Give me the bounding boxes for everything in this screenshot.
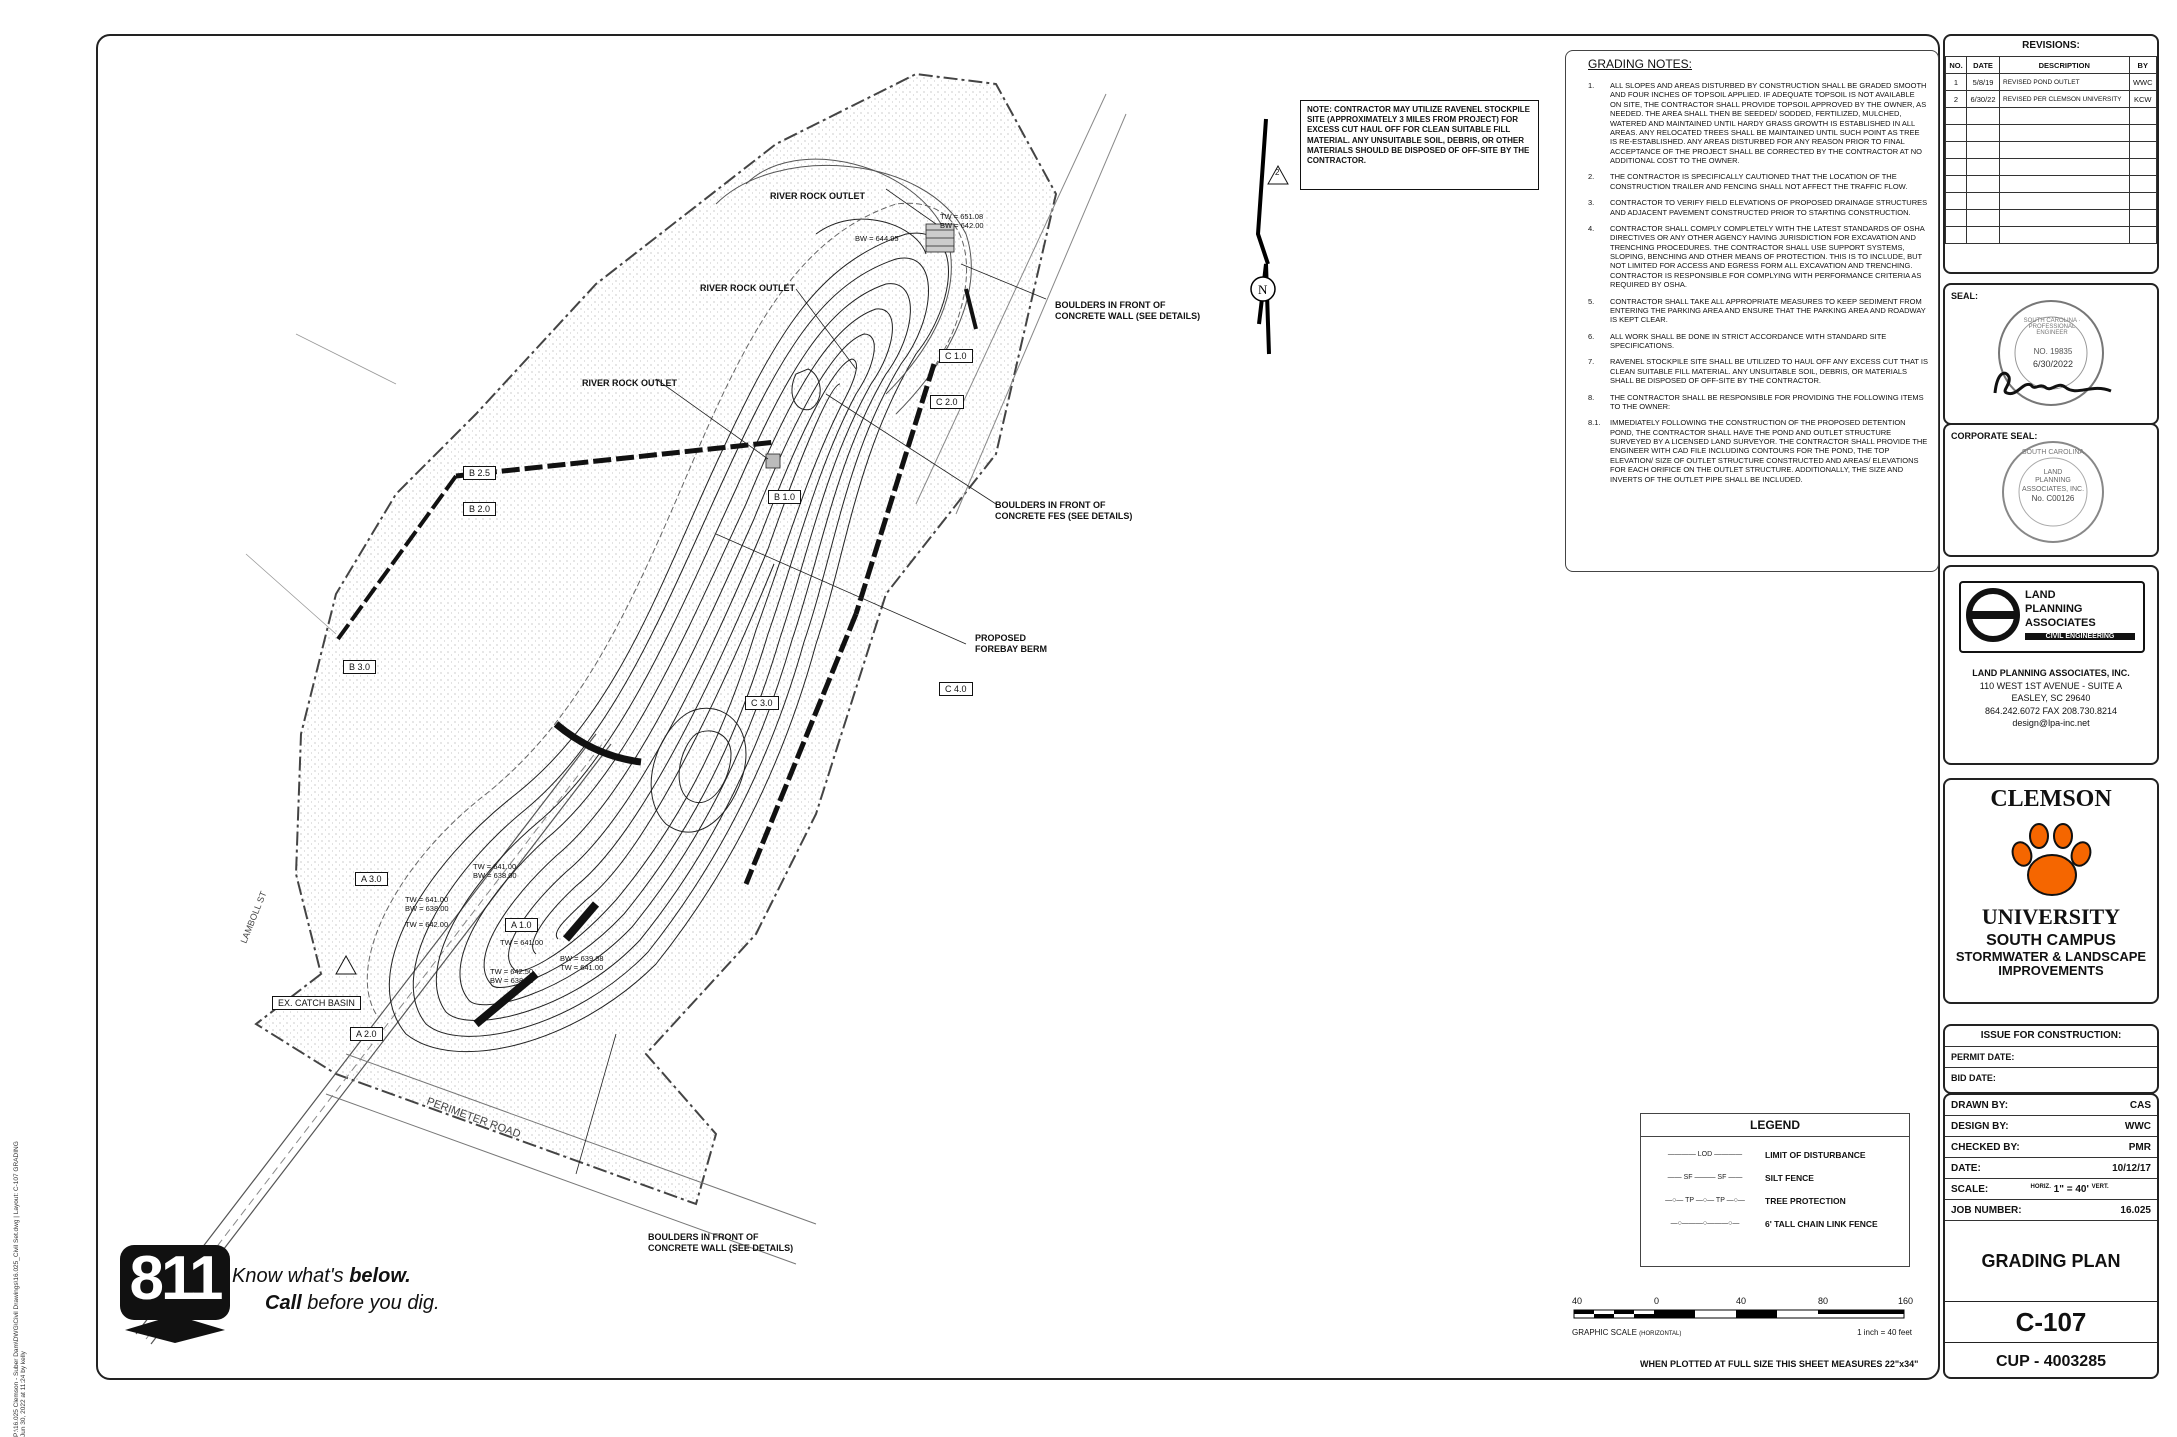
revision-row-blank: [1946, 142, 2157, 159]
callout-ex-catch-basin: EX. CATCH BASIN: [272, 996, 361, 1010]
legend-rows: [1641, 1137, 1909, 1241]
sheet-title: GRADING PLAN: [1945, 1221, 2157, 1302]
job-number-row: JOB NUMBER: 16.025: [1945, 1200, 2157, 1221]
tag-b20: B 2.0: [463, 502, 496, 516]
legend-row: [1645, 1143, 1905, 1166]
seal-date: 6/30/2022: [2032, 359, 2074, 369]
scale-tick-label: 0: [1654, 1296, 1660, 1306]
drawn-by-row: DRAWN BY: CAS: [1945, 1095, 2157, 1116]
project-line-3: IMPROVEMENTS: [1998, 963, 2104, 979]
revision-row-blank: [1946, 227, 2157, 244]
legend: [1640, 1113, 1910, 1267]
revision-row-blank: [1946, 176, 2157, 193]
logo-line3: ASSOCIATES: [2025, 616, 2096, 629]
tag-c20: C 2.0: [930, 395, 964, 409]
scale-caption: GRAPHIC SCALE (HORIZONTAL): [1572, 1328, 1682, 1337]
revisions-header: DATE: [1966, 57, 1999, 74]
grading-note: [1588, 198, 1928, 217]
revision-row-blank: [1946, 159, 2157, 176]
callout-river-rock-outlet-2: RIVER ROCK OUTLET: [700, 283, 796, 293]
tag-b30: B 3.0: [343, 660, 376, 674]
firm-block: [1943, 565, 2159, 765]
callout-forebay-berm: PROPOSED FOREBAY BERM: [975, 633, 1048, 654]
revisions-block: [1943, 34, 2159, 274]
issue-title: ISSUE FOR CONSTRUCTION:: [1945, 1026, 2157, 1047]
grading-note: [1588, 297, 1928, 325]
corporate-seal-text: LAND PLANNING ASSOCIATES, INC. No. C00126: [2021, 469, 2085, 504]
permit-number: CUP - 4003285: [1996, 1353, 2106, 1370]
grading-note-number: 2.: [1588, 172, 1595, 182]
checked-by-row: CHECKED BY: PMR: [1945, 1137, 2157, 1158]
grading-note-number: 7.: [1588, 357, 1595, 367]
grading-note-text: ALL WORK SHALL BE DONE IN STRICT ACCORDANCE WITH STANDARD SITE SPECIFICATIONS.: [1610, 331, 1887, 350]
legend-row: [1645, 1189, 1905, 1212]
client-block: [1943, 778, 2159, 1004]
revisions-header: BY: [2129, 57, 2156, 74]
scale-tick-label: 40: [1736, 1296, 1747, 1306]
project-line-1: SOUTH CAMPUS: [1986, 932, 2116, 949]
grading-note-text: RAVENEL STOCKPILE SITE SHALL BE UTILIZED TO HAUL OFF ANY EXCESS CUT THAT IS CLEAN SUITABLE FILL MATERIAL. ANY UNSUITABLE SOIL, DEBRIS, OR MATERIALS SHALL BE DISPOSED OF OFF-SITE BY THE CONTRACTOR.: [1610, 357, 1929, 386]
north-arrow-graphic: [1251, 119, 1275, 354]
legend-row: [1645, 1212, 1905, 1235]
seal-block: [1943, 283, 2159, 425]
revisions-header: DESCRIPTION: [2000, 57, 2130, 74]
legend-symbol: —○— TP —○— TP —○—: [1665, 1197, 1745, 1204]
legend-title: LEGEND: [1641, 1114, 1909, 1137]
grading-note: [1588, 81, 1928, 165]
call-811-logo: [115, 1235, 455, 1355]
legend-label: 6' TALL CHAIN LINK FENCE: [1765, 1218, 1878, 1229]
scale-ratio: 1 inch = 40 feet: [1857, 1328, 1912, 1337]
firm-phone: 864.242.6072 FAX 208.730.8214: [1984, 705, 2118, 716]
north-arrow-label: N: [1258, 282, 1268, 297]
revision-cell: 6/30/22: [1966, 91, 1999, 108]
perimeter-road-label: PERIMETER ROAD: [424, 1095, 523, 1141]
contractor-note: NOTE: CONTRACTOR MAY UTILIZE RAVENEL STOCKPILE SITE (APPROXIMATELY 3 MILES FROM PROJECT) FOR EXCESS CUT HAUL OFF FOR CLEAN SUITABLE FILL MATERIAL. ANY UNSUITABLE SOIL, DEBRIS, OR OTHER MATERIALS SHOULD BE DISPOSED OF OFF-SITE BY THE CONTRACTOR.: [1300, 100, 1539, 190]
corporate-seal-ring: SOUTH CAROLINA: [2021, 449, 2085, 456]
811-number: 811: [129, 1244, 221, 1313]
grading-note-number: 3.: [1588, 198, 1595, 208]
elev-left-3: TW = 642.00: [405, 920, 449, 929]
scale-bar-graphic: [1572, 1309, 1907, 1321]
elev-mid: TW = 641.00: [500, 938, 544, 947]
legend-label: SILT FENCE: [1765, 1172, 1814, 1183]
grading-note-text: THE CONTRACTOR IS SPECIFICALLY CAUTIONED THAT THE LOCATION OF THE CONSTRUCTION TRAILER AND FENCING SHALL NOT AFFECT THE TRAFFIC FLOW.: [1610, 172, 1908, 191]
lpa-logo-icon: [1965, 587, 2021, 643]
legend-symbol: ———— LOD ————: [1667, 1151, 1743, 1158]
revision-row: [1946, 74, 2157, 91]
grading-notes: [1565, 50, 1939, 572]
callout-boulders-wall-top: BOULDERS IN FRONT OF CONCRETE WALL (SEE DETAILS): [1055, 300, 1201, 321]
title-info-block: [1943, 1093, 2159, 1379]
firm-address-2: EASLEY, SC 29640: [2011, 693, 2091, 704]
grading-note-number: 8.1.: [1588, 418, 1601, 428]
811-line2: Call before you dig.: [265, 1292, 440, 1314]
corporate-seal-block: [1943, 423, 2159, 557]
seal-number: NO. 19835: [2033, 347, 2073, 356]
legend-symbol: —— SF ——— SF ——: [1667, 1174, 1743, 1181]
revision-cell: 5/8/19: [1966, 74, 1999, 91]
logo-line1: LAND: [2025, 589, 2056, 601]
bid-date: BID DATE:: [1951, 1073, 1996, 1083]
revisions-title: REVISIONS:: [2022, 40, 2080, 51]
legend-label: TREE PROTECTION: [1765, 1195, 1846, 1206]
client-name-top: CLEMSON: [1990, 786, 2112, 812]
grading-note-text: IMMEDIATELY FOLLOWING THE CONSTRUCTION OF THE PROPOSED DETENTION POND, THE CONTRACTOR SHALL HAVE THE POND AND OUTLET STRUCTURE SURVEYED BY A LICENSED LAND SURVEYOR. THE CONTRACTOR SHALL PROVIDE THE ENGINEER WITH CAD FILE INCLUDING CONTOURS FOR THE POND, THE TOP ELEVATION/ SIZE OF OUTLET STRUCTURE CONSTRUCTED AND AREAS/ ELEVATIONS FOR EACH ORIFICE ON THE OUTLET STRUCTURE. ADDITIONALLY, THE SIZE AND INVERTS OF THE OUTLET PIPE SHALL BE INCLUDED.: [1610, 418, 1928, 484]
grading-note-text: CONTRACTOR SHALL TAKE ALL APPROPRIATE MEASURES TO KEEP SEDIMENT FROM ENTERING THE PARKING AREA AND ENSURE THAT THE PARKING AREA AND ROADWAY IS KEPT CLEAR.: [1610, 296, 1926, 325]
elev-top-2: BW = 644.95: [855, 234, 899, 243]
grading-note: [1588, 357, 1928, 385]
grading-note: [1588, 224, 1928, 290]
tag-c40: C 4.0: [939, 682, 973, 696]
elev-right: BW = 639.88 TW = 641.00: [560, 954, 604, 973]
revision-row-blank: [1946, 125, 2157, 142]
legend-row: [1645, 1166, 1905, 1189]
scale-ticks: [1572, 1296, 1912, 1308]
site-plan: [96, 34, 1556, 1376]
elev-bottom: TW = 642.50 BW = 638.00: [490, 967, 534, 986]
grading-note-number: 6.: [1588, 331, 1595, 341]
firm-email: design@lpa-inc.net: [2012, 718, 2090, 729]
grading-note: [1588, 418, 1928, 484]
tiger-paw-icon: [2007, 820, 2097, 904]
grading-note-number: 1.: [1588, 81, 1595, 90]
revision-row-blank: [1946, 108, 2157, 125]
issue-block: [1943, 1024, 2159, 1094]
elev-top: TW = 651.08 BW = 642.00: [940, 212, 984, 231]
811-line1: Know what's below.: [232, 1265, 411, 1287]
tag-b25: B 2.5: [463, 466, 496, 480]
corporate-seal-label: CORPORATE SEAL:: [1951, 431, 2038, 441]
grading-note-number: 4.: [1588, 223, 1595, 233]
scale-tick-label: 160: [1898, 1296, 1914, 1306]
signature-icon: [1987, 363, 2117, 403]
design-by-row: DESIGN BY: WWC: [1945, 1116, 2157, 1137]
tag-c30: C 3.0: [745, 696, 779, 710]
grading-note-number: 8.: [1588, 392, 1595, 402]
grading-note: [1588, 393, 1928, 412]
graphic-scale: [1572, 1296, 1912, 1346]
grading-note-text: THE CONTRACTOR SHALL BE RESPONSIBLE FOR PROVIDING THE FOLLOWING ITEMS TO THE OWNER:: [1610, 392, 1924, 411]
grading-notes-title: GRADING NOTES:: [1588, 57, 1693, 71]
logo-line2: PLANNING: [2025, 602, 2083, 615]
tag-c10: C 1.0: [939, 349, 973, 363]
tag-b10: B 1.0: [768, 490, 801, 504]
revision-cell: REVISED POND OUTLET: [2000, 74, 2130, 91]
scale-tick-label: 40: [1572, 1296, 1583, 1306]
callout-boulders-fes: BOULDERS IN FRONT OF CONCRETE FES (SEE DETAILS): [995, 500, 1133, 521]
grading-note: [1588, 172, 1928, 191]
tag-a20: A 2.0: [350, 1027, 383, 1041]
elev-left-2: TW = 641.00 BW = 638.00: [405, 895, 449, 914]
legend-symbol: —○———○———○—: [1670, 1220, 1740, 1227]
callout-boulders-wall-bottom: BOULDERS IN FRONT OF CONCRETE WALL (SEE DETAILS): [648, 1232, 794, 1253]
elev-left: TW = 641.00 BW = 638.00: [473, 862, 517, 881]
revisions-header: NO.: [1946, 57, 1967, 74]
date-row: DATE: 10/12/17: [1945, 1158, 2157, 1179]
client-name-bottom: UNIVERSITY: [1981, 904, 2121, 929]
firm-name: LAND PLANNING ASSOCIATES, INC.: [1972, 668, 2130, 678]
tag-a30: A 3.0: [355, 872, 388, 886]
logo-bar: CIVIL ENGINEERING: [2025, 633, 2135, 640]
revision-row: [1946, 91, 2157, 108]
scale-row: SCALE: $^{HORIZ.}$ 1" = 40' $^{VERT.}$: [1945, 1179, 2157, 1200]
revision-cell: KCW: [2129, 91, 2156, 108]
scale-tick-label: 80: [1818, 1296, 1829, 1306]
callout-river-rock-outlet-1: RIVER ROCK OUTLET: [770, 191, 866, 201]
firm-logo: [1959, 581, 2145, 653]
grading-notes-list: [1588, 81, 1928, 491]
revision-cell: WWC: [2129, 74, 2156, 91]
tag-a10: A 1.0: [505, 918, 538, 932]
revision-cell: 2: [1946, 91, 1967, 108]
lamboll-st-label: LAMBOLL ST: [238, 889, 269, 945]
grading-note-number: 5.: [1588, 296, 1595, 306]
legend-label: LIMIT OF DISTURBANCE: [1765, 1149, 1866, 1160]
revision-cell: 1: [1946, 74, 1967, 91]
seal-label: SEAL:: [1951, 291, 1978, 301]
permit-date: PERMIT DATE:: [1945, 1047, 2157, 1068]
revision-triangle-note: 2: [1275, 168, 1280, 177]
project-line-2: STORMWATER & LANDSCAPE: [1955, 948, 2147, 964]
revision-cell: REVISED PER CLEMSON UNIVERSITY: [2000, 91, 2130, 108]
grading-note: [1588, 332, 1928, 351]
revision-row-blank: [1946, 210, 2157, 227]
grading-note-text: CONTRACTOR SHALL COMPLY COMPLETELY WITH THE LATEST STANDARDS OF OSHA DIRECTIVES OR ANY OTHER AGENCY HAVING JURISDICTION FOR EXCAVATION AND TRENCHING PROCEDURES. THE CONTRACTOR SHALL USE SUPPORT SYSTEMS, SLOPING, BENCHING AND OTHER MEANS OF PROTECTION. THIS IS TO INCLUDE, BUT NOT LIMITED FOR ACCESS AND EGRESS FORM ALL EXCAVATION AND TRENCHING. CONTRACTOR IS RESPONSIBLE FOR COMPLYING WITH PERFORMANCE CRITERIA AS REQUIRED BY OSHA.: [1610, 223, 1925, 290]
sheet-number: C-107: [1945, 1302, 2157, 1343]
seal-ring-text: SOUTH CAROLINA · PROFESSIONAL ENGINEER: [2023, 318, 2081, 336]
callout-river-rock-outlet-3: RIVER ROCK OUTLET: [582, 378, 678, 388]
plotter-stamp: P:\16.025 Clemson - Suber Dam\DWG\Civil Drawings\16.025_Civil Set.dwg | Layout: C-107 GRADING Jun 30, 2022 at 11:24 by kelly: [13, 1141, 27, 1437]
grading-note-text: ALL SLOPES AND AREAS DISTURBED BY CONSTRUCTION SHALL BE GRADED SMOOTH AND FOUR INCHES OF TOPSOIL APPLIED. IF ADEQUATE TOPSOIL IS NOT AVAILABLE ON SITE, THE CONTRACTOR SHALL PROVIDE TOPSOIL APPROVED BY THE OWNER, AS NEEDED. THE AREA SHALL THEN BE SEEDED/ SODDED, FERTILIZED, MULCHED, WATERED AND MAINTAINED UNTIL HARDY GRASS GROWTH IS ESTABLISHED IN ALL AREAS. ANY RELOCATED TREES SHALL BE MAINTAINED UNTIL SUCH POINT AS TREE IS RE-ESTABLISHED. ANY AREAS DISTURBED FOR ANY REASON PRIOR TO FINAL ACCEPTANCE OF THE PROJECT SHALL BE CORRECTED BY THE CONTRACTOR AT NO ADDITIONAL COST TO THE OWNER.: [1610, 81, 1927, 165]
plot-size-note: WHEN PLOTTED AT FULL SIZE THIS SHEET MEASURES 22"x34": [1640, 1359, 1919, 1369]
revision-row-blank: [1946, 193, 2157, 210]
grading-note-text: CONTRACTOR TO VERIFY FIELD ELEVATIONS OF PROPOSED DRAINAGE STRUCTURES AND ADJACENT PAVEMENT CONSTRUCTED PRIOR TO STARTING CONSTRUCTION.: [1610, 198, 1928, 217]
firm-address-1: 110 WEST 1ST AVENUE - SUITE A: [1979, 680, 2123, 691]
revisions-table: [1945, 56, 2157, 244]
